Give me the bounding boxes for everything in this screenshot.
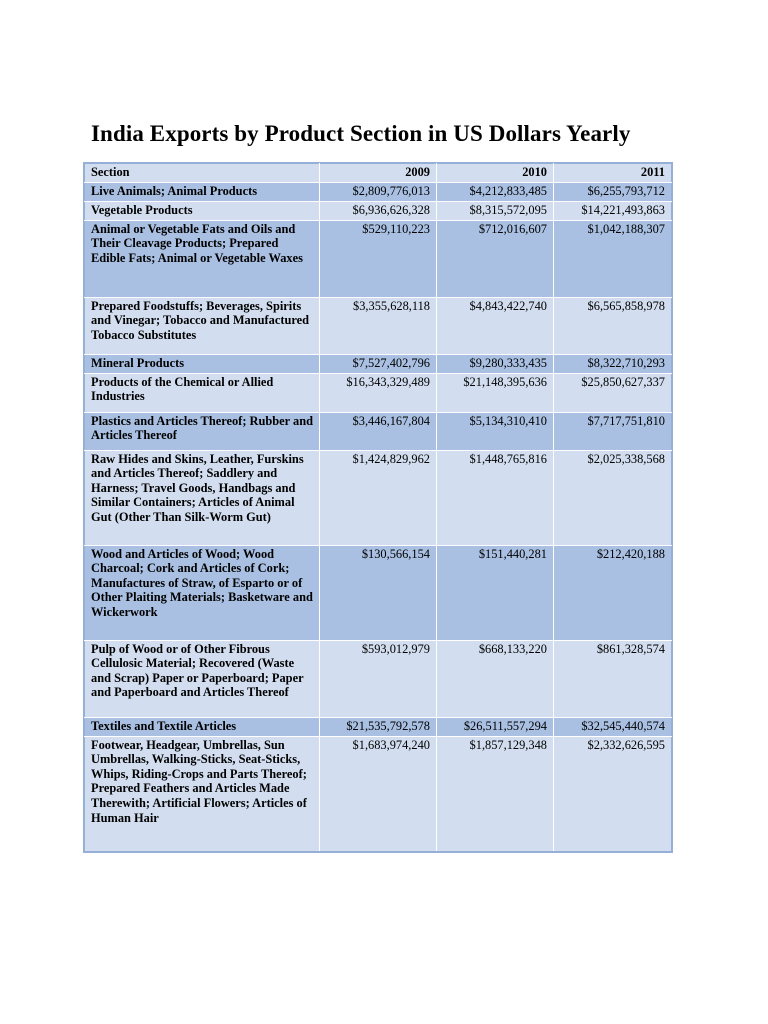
table-header-row (85, 164, 672, 183)
value-2011: $861,328,574 (554, 640, 672, 717)
section-name: Textiles and Textile Articles (85, 717, 320, 736)
value-2010: $26,511,557,294 (437, 717, 554, 736)
table-row (85, 450, 672, 545)
header-2009: 2009 (320, 164, 437, 183)
section-name: Products of the Chemical or Allied Industries (85, 373, 320, 412)
value-2009: $1,683,974,240 (320, 736, 437, 851)
value-2009: $529,110,223 (320, 220, 437, 297)
table-row (85, 354, 672, 373)
value-2010: $4,843,422,740 (437, 297, 554, 354)
value-2011: $14,221,493,863 (554, 201, 672, 220)
value-2010: $668,133,220 (437, 640, 554, 717)
table-row (85, 412, 672, 450)
value-2010: $712,016,607 (437, 220, 554, 297)
table-row (85, 220, 672, 297)
value-2009: $3,355,628,118 (320, 297, 437, 354)
value-2010: $4,212,833,485 (437, 182, 554, 201)
value-2011: $7,717,751,810 (554, 412, 672, 450)
header-2011: 2011 (554, 164, 672, 183)
section-name: Vegetable Products (85, 201, 320, 220)
value-2011: $212,420,188 (554, 545, 672, 640)
value-2009: $130,566,154 (320, 545, 437, 640)
value-2009: $7,527,402,796 (320, 354, 437, 373)
value-2010: $9,280,333,435 (437, 354, 554, 373)
header-section: Section (85, 164, 320, 183)
value-2010: $8,315,572,095 (437, 201, 554, 220)
table-row (85, 717, 672, 736)
section-name: Plastics and Articles Thereof; Rubber and Articles Thereof (85, 412, 320, 450)
table-row (85, 640, 672, 717)
table-row (85, 373, 672, 412)
value-2009: $21,535,792,578 (320, 717, 437, 736)
value-2010: $21,148,395,636 (437, 373, 554, 412)
section-name: Pulp of Wood or of Other Fibrous Cellulosic Material; Recovered (Waste and Scrap) Paper or Paperboard; Paper and Paperboard and Articles Thereof (85, 640, 320, 717)
value-2011: $2,332,626,595 (554, 736, 672, 851)
exports-table (84, 163, 672, 852)
table-row (85, 736, 672, 851)
header-2010: 2010 (437, 164, 554, 183)
table-row (85, 545, 672, 640)
section-name: Animal or Vegetable Fats and Oils and Their Cleavage Products; Prepared Edible Fats; Animal or Vegetable Waxes (85, 220, 320, 297)
page-title: India Exports by Product Section in US Dollars Yearly (91, 121, 631, 146)
value-2009: $1,424,829,962 (320, 450, 437, 545)
value-2009: $6,936,626,328 (320, 201, 437, 220)
value-2011: $1,042,188,307 (554, 220, 672, 297)
value-2010: $1,448,765,816 (437, 450, 554, 545)
value-2010: $1,857,129,348 (437, 736, 554, 851)
value-2011: $8,322,710,293 (554, 354, 672, 373)
value-2011: $6,565,858,978 (554, 297, 672, 354)
section-name: Mineral Products (85, 354, 320, 373)
value-2009: $3,446,167,804 (320, 412, 437, 450)
section-name: Raw Hides and Skins, Leather, Furskins and Articles Thereof; Saddlery and Harness; Travel Goods, Handbags and Similar Containers; Articles of Animal Gut (Other Than Silk-Worm Gut) (85, 450, 320, 545)
section-name: Live Animals; Animal Products (85, 182, 320, 201)
value-2010: $5,134,310,410 (437, 412, 554, 450)
table-row (85, 297, 672, 354)
table-row (85, 182, 672, 201)
value-2010: $151,440,281 (437, 545, 554, 640)
value-2011: $2,025,338,568 (554, 450, 672, 545)
value-2009: $16,343,329,489 (320, 373, 437, 412)
value-2009: $593,012,979 (320, 640, 437, 717)
section-name: Footwear, Headgear, Umbrellas, Sun Umbrellas, Walking-Sticks, Seat-Sticks, Whips, Riding-Crops and Parts Thereof; Prepared Feathers and Articles Made Therewith; Artificial Flowers; Articles of Human Hair (85, 736, 320, 851)
value-2011: $25,850,627,337 (554, 373, 672, 412)
section-name: Wood and Articles of Wood; Wood Charcoal; Cork and Articles of Cork; Manufactures of Straw, of Esparto or of Other Plaiting Materials; Basketware and Wickerwork (85, 545, 320, 640)
table-row (85, 201, 672, 220)
value-2009: $2,809,776,013 (320, 182, 437, 201)
value-2011: $32,545,440,574 (554, 717, 672, 736)
value-2011: $6,255,793,712 (554, 182, 672, 201)
section-name: Prepared Foodstuffs; Beverages, Spirits and Vinegar; Tobacco and Manufactured Tobacco Substitutes (85, 297, 320, 354)
